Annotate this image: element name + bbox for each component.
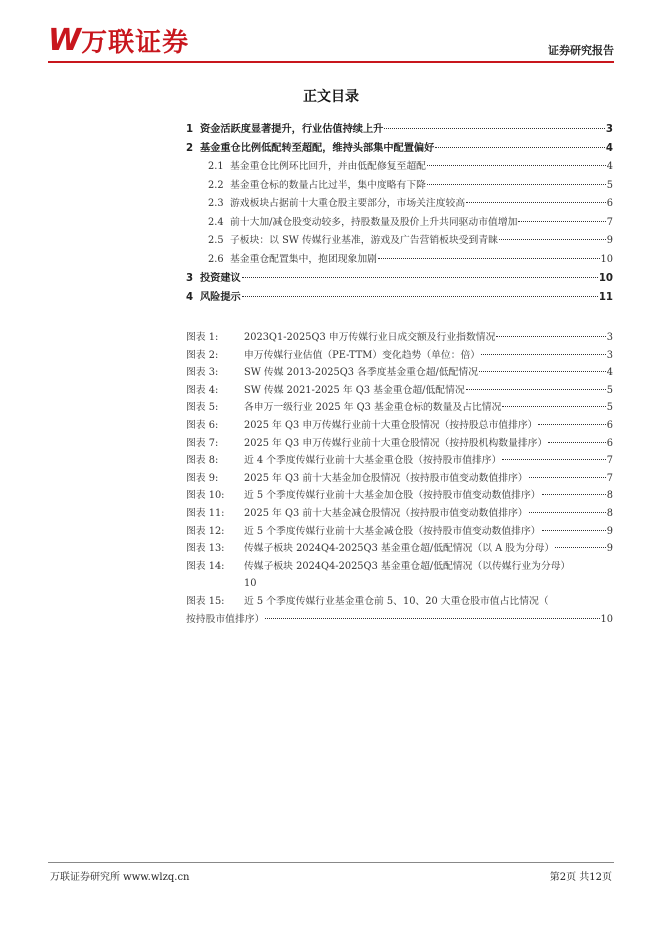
figure-page: 10 xyxy=(244,578,257,590)
toc-entry-number: 2.2 xyxy=(208,179,224,191)
dot-leader xyxy=(481,354,606,355)
toc-entry-page: 5 xyxy=(606,179,613,191)
figure-number: 图表 5: xyxy=(186,402,219,414)
figure-number: 图表 2: xyxy=(186,349,219,361)
figure-list xyxy=(186,329,613,628)
figure-label: 传媒子板块 2024Q4-2025Q3 基金重仓超/低配情况（以 A 股为分母） xyxy=(244,543,555,555)
toc-entry-page: 3 xyxy=(605,124,613,135)
toc-entry-label: 基金重仓配置集中，抱团现象加剧 xyxy=(230,253,377,265)
toc-entry-page: 11 xyxy=(598,292,613,303)
figure-label: 近 5 个季度传媒行业前十大基金减仓股（按持股市值变动数值排序） xyxy=(244,525,541,537)
dot-leader xyxy=(538,424,605,425)
figure-label: 申万传媒行业估值（PE-TTM）变化趋势（单位：倍） xyxy=(244,349,481,361)
figure-entry-continuation xyxy=(186,611,613,629)
figure-entry[interactable] xyxy=(186,452,613,470)
figure-label: 近 5 个季度传媒行业前十大基金加仓股（按持股市值变动数值排序） xyxy=(244,490,541,502)
figure-number: 图表 6: xyxy=(186,419,219,431)
figure-entry[interactable] xyxy=(186,558,613,576)
figure-number: 图表 7: xyxy=(186,437,219,449)
figure-entry[interactable] xyxy=(186,329,613,347)
toc-entry-label: 基金重仓标的数量占比过半，集中度略有下降 xyxy=(230,179,426,191)
toc-entry-page: 4 xyxy=(605,143,613,154)
dot-leader xyxy=(548,442,606,443)
figure-page: 10 xyxy=(600,613,613,625)
toc-entry-number: 2.6 xyxy=(208,253,224,265)
figure-number: 图表 10: xyxy=(186,490,225,502)
toc-entry[interactable] xyxy=(186,288,613,307)
figure-label: 2023Q1-2025Q3 申万传媒行业日成交额及行业指数情况 xyxy=(244,332,496,343)
figure-entry[interactable] xyxy=(186,382,613,400)
toc-entry-page: 6 xyxy=(606,198,613,209)
figure-entry[interactable] xyxy=(186,470,613,488)
figure-label: 近 4 个季度传媒行业前十大基金重仓股（按持股市值排序） xyxy=(244,455,502,467)
table-of-contents xyxy=(186,120,613,307)
dot-leader xyxy=(542,494,606,495)
figure-entry-page-line xyxy=(186,575,613,593)
figure-page: 8 xyxy=(606,507,613,519)
figure-number: 图表 13: xyxy=(186,543,225,555)
footer-source: 万联证券研究所 www.wlzq.cn xyxy=(50,872,190,883)
dot-leader xyxy=(479,371,606,372)
figure-label: 2025 年 Q3 前十大基金加仓股情况（按持股市值变动数值排序） xyxy=(244,472,528,484)
figure-number: 图表 4: xyxy=(186,384,219,396)
figure-entry[interactable] xyxy=(186,540,613,558)
toc-entry-page: 9 xyxy=(606,235,613,246)
figure-page: 9 xyxy=(606,525,613,537)
figure-page: 7 xyxy=(606,455,613,467)
toc-entry-page: 10 xyxy=(598,273,613,284)
dot-leader xyxy=(384,128,605,129)
dot-leader xyxy=(427,184,606,185)
toc-entry[interactable] xyxy=(186,177,613,196)
figure-label: 各申万一级行业 2025 年 Q3 基金重仓标的数量及占比情况 xyxy=(244,402,502,414)
figure-entry[interactable] xyxy=(186,417,613,435)
toc-entry-label: 游戏板块占据前十大重仓股主要部分，市场关注度较高 xyxy=(230,198,466,209)
dot-leader xyxy=(529,512,606,513)
logo-mark: W xyxy=(48,23,80,58)
figure-page: 6 xyxy=(606,437,613,449)
figure-page: 5 xyxy=(606,402,613,414)
figure-label: SW 传媒 2013-2025Q3 各季度基金重仓超/低配情况 xyxy=(244,367,479,379)
figure-page: 5 xyxy=(606,384,613,396)
header-divider xyxy=(48,61,614,63)
dot-leader xyxy=(466,202,606,203)
figure-number: 图表 1: xyxy=(186,332,219,343)
dot-leader xyxy=(502,459,605,460)
toc-entry-label: 基金重仓比例环比回升，并由低配修复至超配 xyxy=(230,161,426,172)
figure-entry[interactable] xyxy=(186,523,613,541)
figure-entry[interactable] xyxy=(186,364,613,382)
figure-page: 6 xyxy=(606,419,613,431)
dot-leader xyxy=(427,165,606,166)
figure-entry[interactable] xyxy=(186,399,613,417)
toc-entry-label: 前十大加/减仓股变动较多，持股数量及股价上升共同驱动市值增加 xyxy=(230,216,518,228)
toc-entry-number: 2.5 xyxy=(208,235,224,246)
dot-leader xyxy=(466,389,606,390)
dot-leader xyxy=(529,477,606,478)
figure-label: SW 传媒 2021-2025 年 Q3 基金重仓超/低配情况 xyxy=(244,384,465,396)
toc-entry-page: 10 xyxy=(600,253,613,265)
toc-entry[interactable] xyxy=(186,251,613,270)
company-logo xyxy=(48,22,189,59)
figure-label-continuation: 按持股市值排序） xyxy=(186,613,265,625)
dot-leader xyxy=(242,277,598,278)
dot-leader xyxy=(502,406,605,407)
toc-entry-label: 基金重仓比例低配转至超配，维持头部集中配置偏好 xyxy=(200,143,435,154)
toc-title: 正文目录 xyxy=(303,89,359,105)
dot-leader xyxy=(518,221,605,222)
toc-entry-label: 风险提示 xyxy=(200,292,241,303)
toc-entry-page: 4 xyxy=(606,161,613,172)
figure-page: 9 xyxy=(606,543,613,555)
toc-entry[interactable] xyxy=(186,139,613,158)
figure-label: 2025 年 Q3 申万传媒行业前十大重仓股情况（按持股机构数量排序） xyxy=(244,437,548,449)
figure-page: 8 xyxy=(606,490,613,502)
toc-entry-number: 1 xyxy=(186,124,194,135)
toc-entry[interactable] xyxy=(186,214,613,233)
figure-label: 传媒子板块 2024Q4-2025Q3 基金重仓超/低配情况（以传媒行业为分母） xyxy=(244,560,571,572)
figure-entry[interactable] xyxy=(186,487,613,505)
figure-number: 图表 14: xyxy=(186,560,225,572)
figure-page: 3 xyxy=(606,349,613,361)
figure-entry[interactable] xyxy=(186,435,613,453)
toc-entry-number: 2.4 xyxy=(208,216,224,228)
toc-entry-page: 7 xyxy=(606,216,613,228)
figure-entry[interactable] xyxy=(186,347,613,365)
figure-entry[interactable] xyxy=(186,593,613,611)
figure-page: 3 xyxy=(606,332,613,343)
dot-leader xyxy=(378,258,600,259)
toc-entry[interactable] xyxy=(186,120,613,139)
report-type-label: 证券研究报告 xyxy=(548,44,614,57)
dot-leader xyxy=(265,618,599,619)
figure-entry[interactable] xyxy=(186,505,613,523)
page-header xyxy=(0,0,662,64)
page-number: 第2页 共12页 xyxy=(549,872,612,883)
dot-leader xyxy=(542,530,606,531)
toc-entry[interactable] xyxy=(186,195,613,214)
dot-leader xyxy=(555,547,605,548)
figure-label: 近 5 个季度传媒行业基金重仓前 5、10、20 大重仓股市值占比情况（ xyxy=(244,595,549,607)
toc-entry[interactable] xyxy=(186,269,613,288)
logo-text: 万联证券 xyxy=(81,28,190,58)
figure-number: 图表 8: xyxy=(186,455,219,467)
toc-entry-number: 2 xyxy=(186,143,194,154)
toc-entry-number: 2.3 xyxy=(208,198,224,209)
toc-entry-number: 3 xyxy=(186,273,194,284)
figure-number: 图表 9: xyxy=(186,472,219,484)
figure-number: 图表 12: xyxy=(186,525,225,537)
figure-number: 图表 11: xyxy=(186,507,225,519)
figure-label: 2025 年 Q3 前十大基金减仓股情况（按持股市值变动数值排序） xyxy=(244,507,528,519)
toc-entry-label: 子板块：以 SW 传媒行业基准，游戏及广告营销板块受到青睐 xyxy=(230,235,498,246)
figure-label: 2025 年 Q3 申万传媒行业前十大重仓股情况（按持股总市值排序） xyxy=(244,419,538,431)
toc-entry-label: 投资建议 xyxy=(200,273,241,284)
figure-page: 7 xyxy=(606,472,613,484)
toc-entry-label: 资金活跃度显著提升，行业估值持续上升 xyxy=(200,124,384,135)
footer-divider xyxy=(48,862,614,863)
toc-entry[interactable] xyxy=(186,158,613,177)
figure-number: 图表 3: xyxy=(186,367,219,379)
dot-leader xyxy=(435,147,605,148)
dot-leader xyxy=(242,296,598,297)
toc-entry[interactable] xyxy=(186,232,613,251)
toc-entry-number: 4 xyxy=(186,292,194,303)
dot-leader xyxy=(499,239,606,240)
figure-number: 图表 15: xyxy=(186,595,225,607)
figure-page: 4 xyxy=(606,367,613,379)
toc-entry-number: 2.1 xyxy=(208,161,224,172)
dot-leader xyxy=(496,336,605,337)
